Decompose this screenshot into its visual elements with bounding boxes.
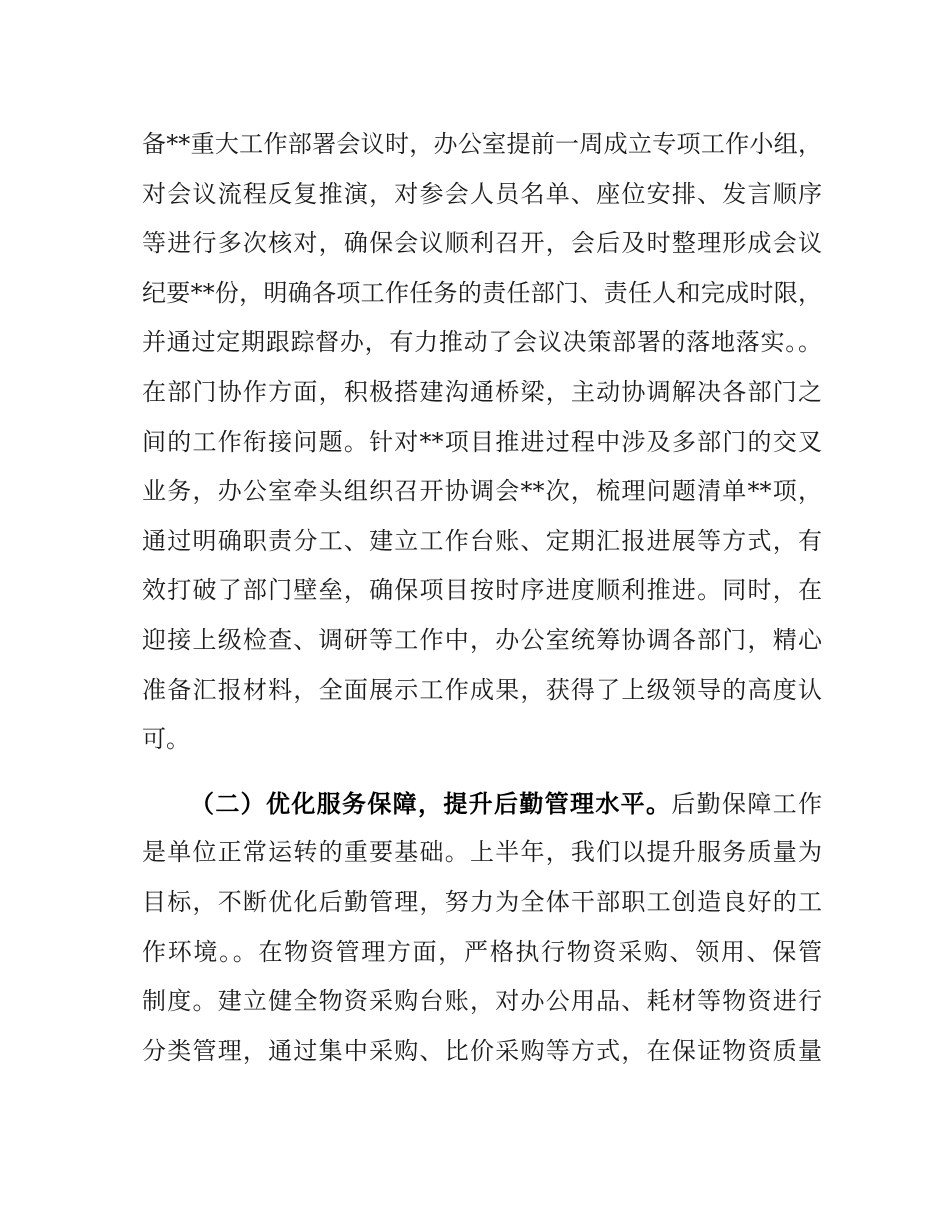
paragraph-line: 备**重大工作部署会议时，办公室提前一周成立专项工作小组， (142, 130, 822, 158)
paragraph-line: 目标，不断优化后勤管理，努力为全体干部职工创造良好的工 (142, 887, 822, 916)
paragraph-gap (142, 765, 822, 779)
paragraph-line: 等进行多次核对，确保会议顺利召开，会后及时整理形成会议 (142, 229, 822, 258)
paragraph-line: 迎接上级检查、调研等工作中，办公室统筹协调各部门，精心 (142, 625, 822, 654)
paragraph-line: 在部门协作方面，积极搭建沟通桥梁，主动协调解决各部门之 (142, 377, 822, 406)
section-heading: （二）优化服务保障，提升后勤管理水平。 (190, 788, 672, 818)
document-body (142, 120, 822, 1076)
heading-line-rest: 后勤保障工作 (671, 789, 823, 818)
paragraph-line: 准备汇报材料，全面展示工作成果，获得了上级领导的高度认 (142, 675, 822, 704)
paragraph-line: 可。 (142, 725, 190, 754)
paragraph-line: 业务，办公室牵头组织召开协调会**次，梳理问题清单**项， (142, 477, 822, 506)
paragraph-line: 作环境。。在物资管理方面，严格执行物资采购、领用、保管 (142, 937, 822, 966)
paragraph-line: 效打破了部门壁垒，确保项目按时序进度顺利推进。同时，在 (142, 576, 822, 605)
paragraph-line: 对会议流程反复推演，对参会人员名单、座位安排、发言顺序 (142, 179, 822, 208)
paragraph-2 (142, 779, 822, 1077)
paragraph-line: 通过明确职责分工、建立工作台账、定期汇报进展等方式，有 (142, 526, 822, 555)
paragraph-first-line (142, 779, 822, 829)
paragraph-line: 分类管理，通过集中采购、比价采购等方式，在保证物资质量 (142, 1036, 822, 1065)
paragraph-line: 是单位正常运转的重要基础。上半年，我们以提升服务质量为 (142, 838, 822, 867)
paragraph-1 (142, 120, 822, 765)
paragraph-line: 制度。建立健全物资采购台账，对办公用品、耗材等物资进行 (142, 987, 822, 1016)
paragraph-line: 纪要**份，明确各项工作任务的责任部门、责任人和完成时限， (142, 278, 822, 307)
paragraph-line: 间的工作衔接问题。针对**项目推进过程中涉及多部门的交叉 (142, 427, 822, 456)
paragraph-line: 并通过定期跟踪督办，有力推动了会议决策部署的落地落实。。 (142, 328, 822, 357)
